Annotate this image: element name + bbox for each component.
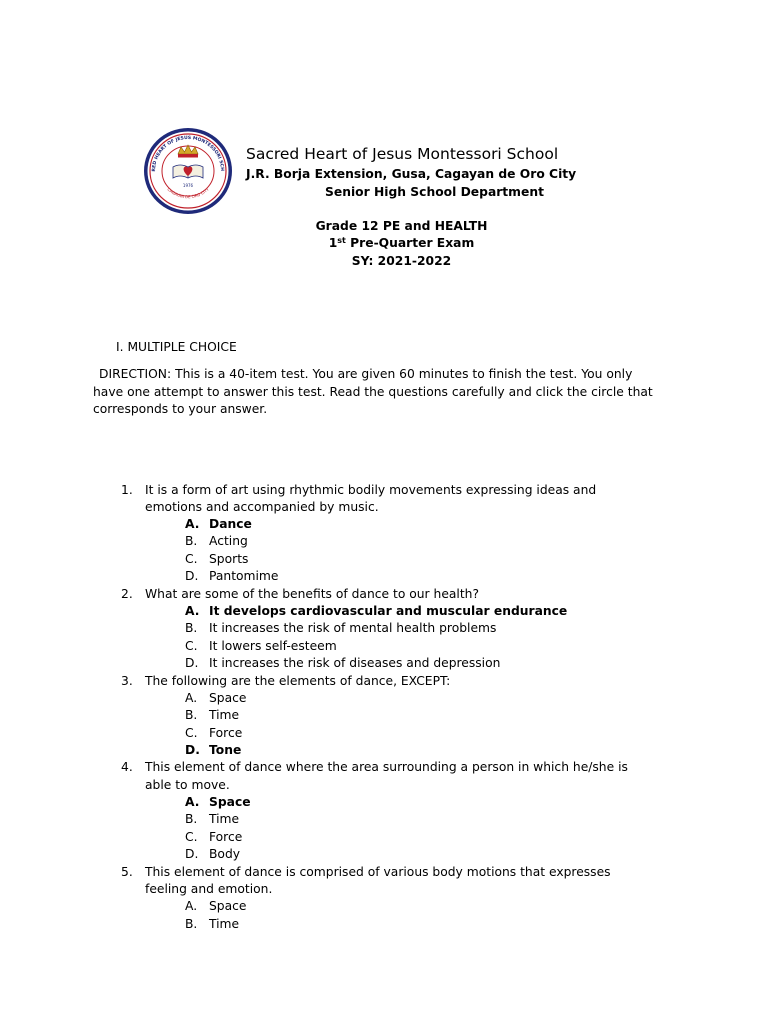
school-name: Sacred Heart of Jesus Montessori School [246,145,559,163]
question-number: 3. [121,673,133,688]
option-letter: A. [185,794,200,809]
question-item [0,864,768,933]
option-text: Dance [209,517,252,532]
option-letter: D. [185,742,200,757]
option-letter: A. [185,690,198,705]
option-letter: A. [185,603,200,618]
answer-option[interactable] [0,551,768,568]
answer-option[interactable] [0,742,768,759]
answer-option[interactable] [0,794,768,811]
school-year: SY: 2021-2022 [351,254,452,268]
option-text: Space [209,899,247,914]
option-text: Force [209,829,243,844]
question-number: 5. [121,864,133,879]
question-list [0,482,768,933]
answer-option[interactable] [0,811,768,828]
question-text: This element of dance where the area surrounding a person in which he/she is able to move. [145,760,628,792]
answer-option[interactable] [0,620,768,637]
directions-paragraph: DIRECTION: This is a 40-item test. You are given 60 minutes to finish the test. You only have one attempt to answer this test. Read the questions carefully and click the circle that corresponds to your answer. [93,367,653,416]
answer-option[interactable] [0,707,768,724]
option-text: Time [209,916,240,931]
answer-option[interactable] [0,829,768,846]
option-text: It increases the risk of diseases and depression [209,656,501,671]
answer-option[interactable] [0,638,768,655]
option-letter: D. [185,569,199,584]
option-text: Acting [209,534,248,549]
exam-quarter [250,235,553,252]
question-item [0,586,768,673]
option-letter: B. [185,534,198,549]
option-letter: B. [185,916,198,931]
quarter-suffix: st [337,236,346,245]
svg-text:CAGAYAN DE ORO CITY: CAGAYAN DE ORO CITY [166,186,210,200]
question-item [0,673,768,760]
question-number: 2. [121,586,133,601]
answer-option[interactable] [0,516,768,533]
exam-subject: Grade 12 PE and HEALTH [315,219,488,233]
option-letter: C. [185,725,198,740]
answer-option[interactable] [0,603,768,620]
option-letter: B. [185,812,198,827]
option-letter: B. [185,708,198,723]
option-text: Force [209,725,243,740]
option-text: It develops cardiovascular and muscular endurance [209,603,568,618]
option-letter: B. [185,621,198,636]
answer-option[interactable] [0,690,768,707]
question-text: The following are the elements of dance, EXCEPT: [145,673,451,688]
option-text: Sports [209,551,249,566]
option-text: Tone [209,742,242,757]
option-letter: A. [185,517,200,532]
option-text: Space [209,690,247,705]
quarter-number: 1 [328,236,338,250]
answer-option[interactable] [0,568,768,585]
answer-option[interactable] [0,916,768,933]
question-item [0,482,768,586]
section-title: I. MULTIPLE CHOICE [116,340,237,354]
school-address: J.R. Borja Extension, Gusa, Cagayan de Oro City [246,167,577,181]
answer-option[interactable] [0,655,768,672]
question-text: This element of dance is comprised of various body motions that expresses feeling and emotion. [145,864,611,896]
option-letter: C. [185,551,198,566]
question-item [0,759,768,863]
option-text: Pantomime [209,569,279,584]
question-text: It is a form of art using rhythmic bodily movements expressing ideas and emotions and accompanied by music. [145,482,597,514]
option-letter: C. [185,829,198,844]
question-text: What are some of the benefits of dance to our health? [145,586,479,601]
answer-option[interactable] [0,846,768,863]
school-department: Senior High School Department [325,185,544,199]
option-text: Time [209,812,240,827]
school-seal-logo [143,127,233,215]
option-text: It increases the risk of mental health problems [209,621,497,636]
option-letter: D. [185,656,199,671]
option-letter: D. [185,847,199,862]
option-letter: A. [185,899,198,914]
svg-text:SACRED HEART OF JESUS MONTESSO: RED HEART OF JESUS MONTESSORI SCH [151,135,225,172]
answer-option[interactable] [0,533,768,550]
answer-option[interactable] [0,725,768,742]
option-text: Body [209,847,241,862]
question-number: 1. [121,482,133,497]
option-text: Space [209,794,251,809]
option-text: It lowers self-esteem [209,638,337,653]
option-letter: C. [185,638,198,653]
question-number: 4. [121,760,133,775]
svg-text:1976: 1976 [182,183,194,188]
quarter-title: Pre-Quarter Exam [345,236,475,250]
answer-option[interactable] [0,898,768,915]
option-text: Time [209,708,240,723]
